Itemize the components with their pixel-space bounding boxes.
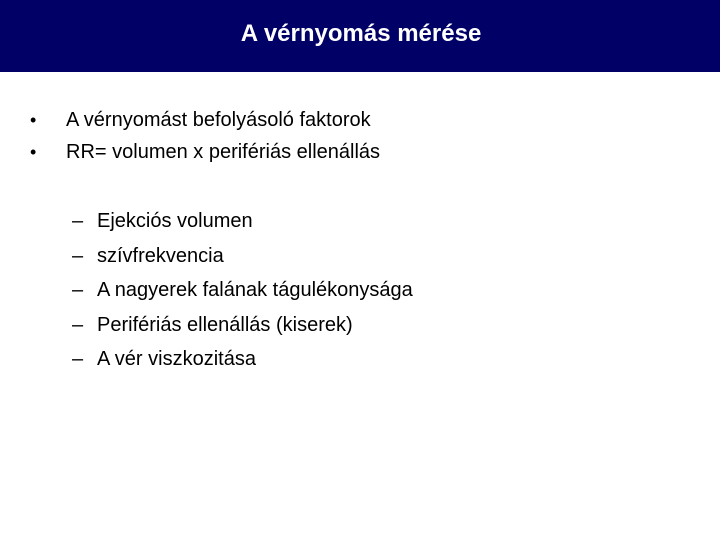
- dash-icon: –: [72, 348, 84, 370]
- bullet-icon: •: [30, 142, 37, 162]
- sub-item: [0, 239, 413, 274]
- sub-item: [0, 273, 413, 308]
- sub-list: [0, 204, 413, 377]
- dash-icon: –: [72, 244, 84, 267]
- title-bar: [0, 0, 720, 72]
- sub-item-text: szívfrekvencia: [97, 244, 224, 267]
- sub-item-text: Ejekciós volumen: [97, 210, 253, 232]
- bullet-icon: •: [30, 110, 37, 130]
- dash-icon: –: [72, 279, 84, 301]
- bullet-text: RR= volumen x perifériás ellenállás: [66, 141, 381, 163]
- slide-title: A vérnyomás mérése: [240, 20, 482, 47]
- sub-item: [0, 308, 413, 343]
- dash-icon: –: [72, 210, 84, 232]
- sub-item: [0, 342, 413, 377]
- sub-item: [0, 204, 413, 239]
- sub-item-text: Perifériás ellenállás (kiserek): [97, 313, 353, 336]
- bullet-list: [0, 104, 380, 168]
- bullet-item: [0, 136, 380, 168]
- bullet-item: [0, 104, 380, 136]
- sub-item-text: A nagyerek falának tágulékonysága: [97, 279, 413, 301]
- dash-icon: –: [72, 313, 84, 336]
- sub-item-text: A vér viszkozitása: [97, 348, 256, 370]
- bullet-text: A vérnyomást befolyásoló faktorok: [66, 109, 371, 131]
